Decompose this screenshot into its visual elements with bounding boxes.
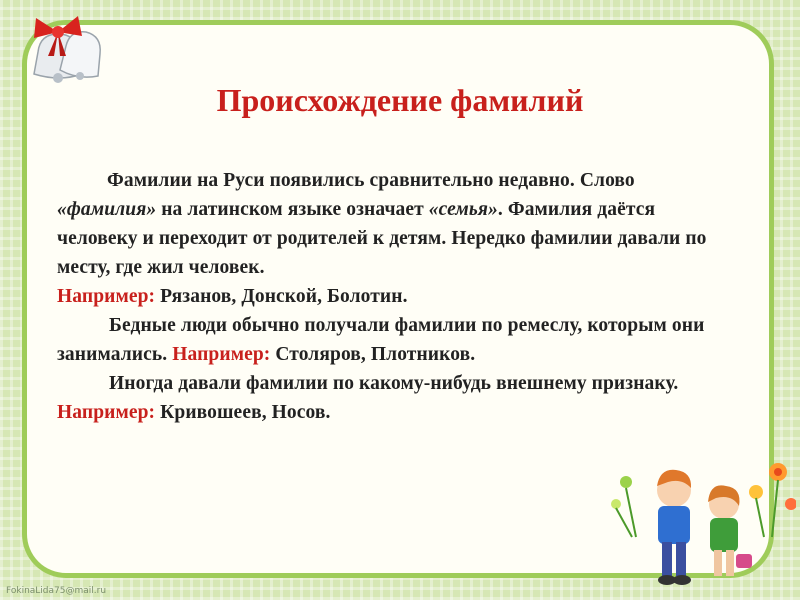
paragraph: Например: Рязанов, Донской, Болотин.	[57, 286, 408, 307]
paragraph: Иногда давали фамилии по какому-нибудь внешнему признаку. Например: Кривошеев, Носов.	[57, 373, 679, 423]
paragraph: Фамилии на Руси появились сравнительно недавно. Слово «фамилия» на латинском языке означает «семья». Фамилия даётся человеку и переходит от родителей к детям. Нередко фамилии давали по месту, где жил человек.	[57, 170, 707, 278]
example-label: Например:	[172, 344, 271, 365]
flower-icon	[611, 463, 796, 537]
boy-figure	[657, 470, 691, 585]
children-illustration	[596, 442, 796, 592]
example-label: Например:	[57, 286, 156, 307]
body-text	[57, 166, 717, 427]
paragraph: Бедные люди обычно получали фамилии по ремеслу, которым они занимались. Например: Столяров, Плотников.	[57, 315, 705, 365]
credit-text: FokinaLida75@mail.ru	[6, 586, 107, 596]
girl-figure	[708, 485, 752, 576]
slide-title: Происхождение фамилий	[216, 82, 584, 118]
example-label: Например:	[57, 402, 156, 423]
